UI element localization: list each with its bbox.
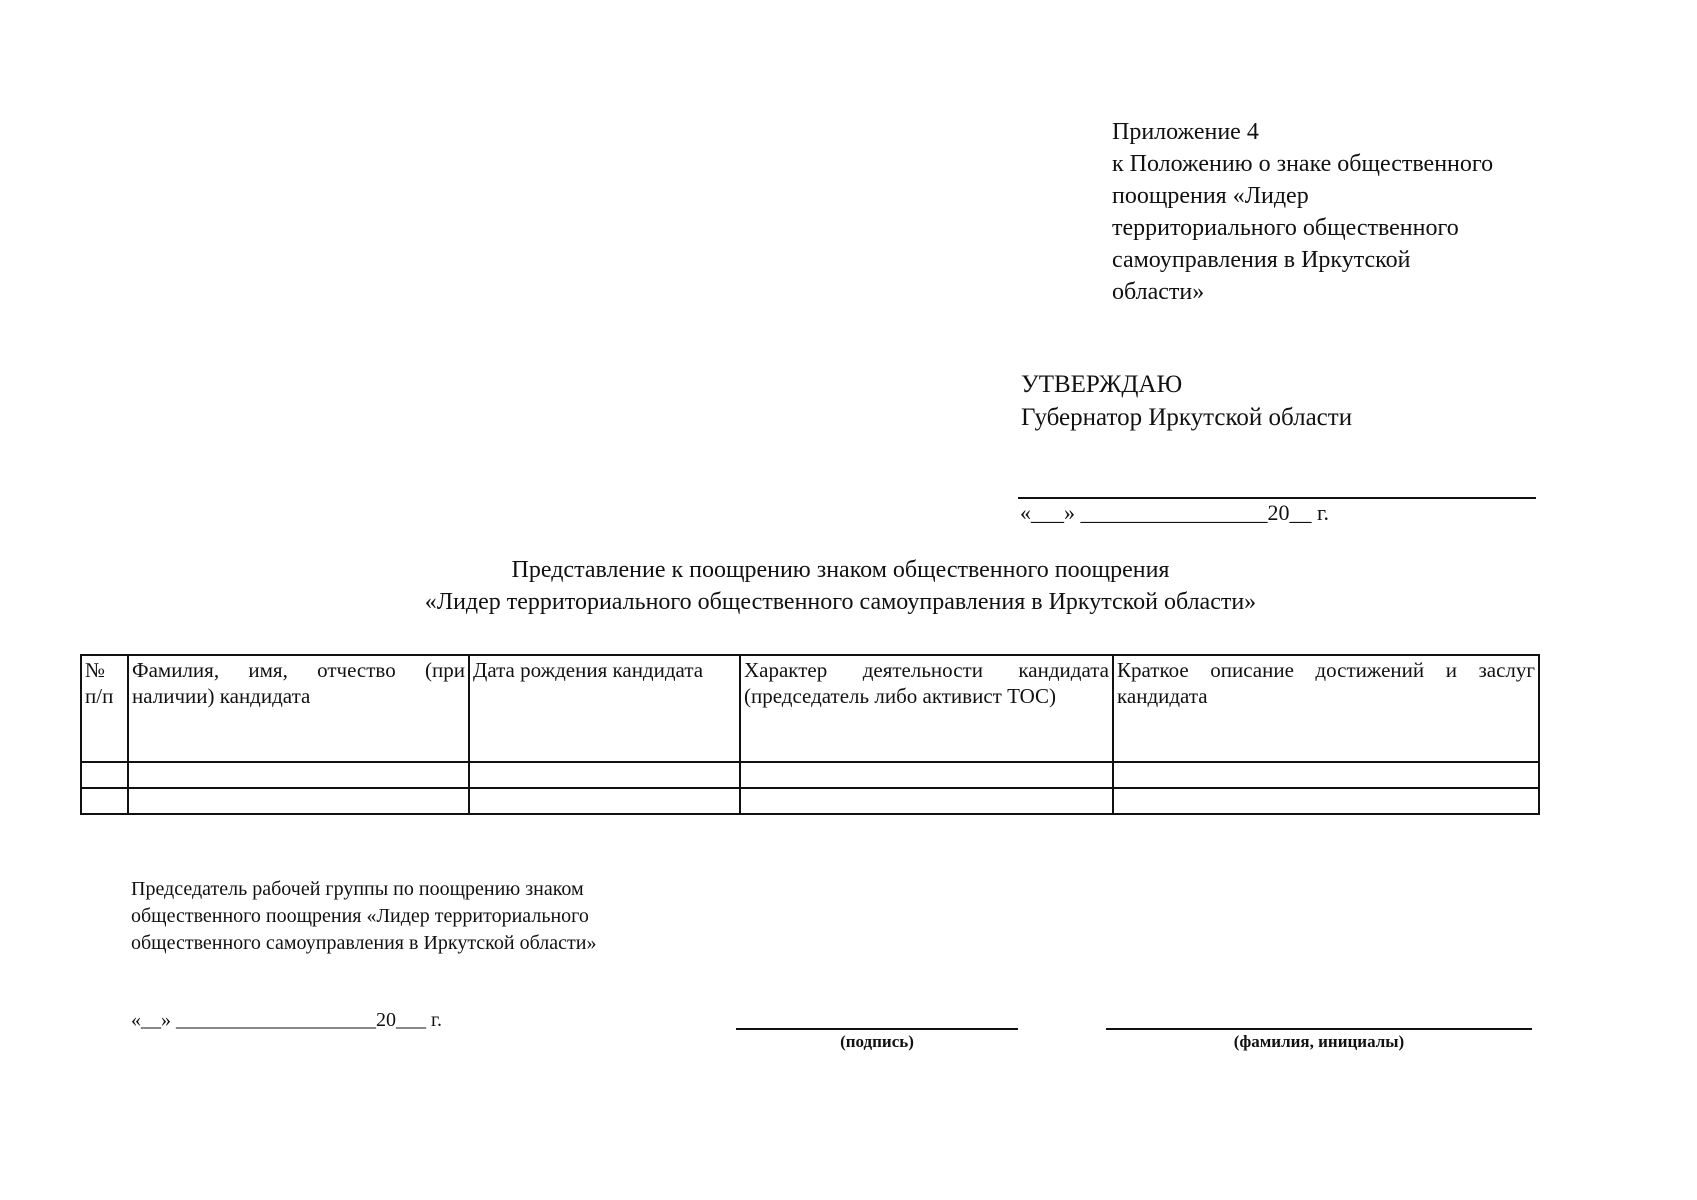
table-cell xyxy=(740,762,1113,788)
table-cell xyxy=(128,788,469,814)
name-label: (фамилия, инициалы) xyxy=(1233,1032,1405,1051)
table-cell xyxy=(740,788,1113,814)
appendix-line: к Положению о знаке общественного xyxy=(1112,151,1494,177)
candidates-table xyxy=(80,654,1540,815)
table-cell xyxy=(128,762,469,788)
chairman-line: общественного поощрения «Лидер территориального xyxy=(131,905,589,927)
table-row xyxy=(81,788,1539,814)
appendix-line: Приложение 4 xyxy=(1112,119,1259,145)
table-cell xyxy=(469,762,740,788)
chairman-block xyxy=(131,876,596,957)
table-cell xyxy=(1113,788,1539,814)
approval-heading: УТВЕРЖДАЮ xyxy=(1021,371,1183,398)
title-line-2: «Лидер территориального общественного самоуправления в Иркутской области» xyxy=(424,589,1257,615)
table-header-row xyxy=(81,655,1539,762)
header-activity: Характер деятельности кандидата (председатель либо активист ТОС) xyxy=(740,655,1113,762)
appendix-line: поощрения «Лидер xyxy=(1112,183,1309,209)
chairman-line: общественного самоуправления в Иркутской области» xyxy=(131,932,597,954)
approval-position: Губернатор Иркутской области xyxy=(1021,404,1353,431)
appendix-line: территориального общественного xyxy=(1112,215,1459,241)
header-full-name: Фамилия, имя, отчество (при наличии) кандидата xyxy=(128,655,469,762)
document-title xyxy=(0,554,1697,618)
table-cell xyxy=(1113,762,1539,788)
approval-block xyxy=(1021,368,1352,434)
chairman-line: Председатель рабочей группы по поощрению знаком xyxy=(131,878,584,900)
header-number: № п/п xyxy=(81,655,128,762)
table-cell xyxy=(81,762,128,788)
table-cell xyxy=(469,788,740,814)
signature-label: (подпись) xyxy=(840,1032,914,1051)
signature-line xyxy=(736,1028,1018,1030)
chairman-date-line: «__» ____________________20___ г. xyxy=(131,1009,442,1031)
title-line-1: Представление к поощрению знаком общественного поощрения xyxy=(511,557,1170,583)
table-cell xyxy=(81,788,128,814)
name-line xyxy=(1106,1028,1532,1030)
appendix-line: области» xyxy=(1112,279,1205,305)
approval-date-line: «___» _________________20__ г. xyxy=(1020,500,1330,525)
header-birth-date: Дата рождения кандидата xyxy=(469,655,740,762)
appendix-line: самоуправления в Иркутской xyxy=(1112,247,1411,273)
appendix-block xyxy=(1112,116,1552,308)
table-row xyxy=(81,762,1539,788)
header-achievements: Краткое описание достижений и заслуг кандидата xyxy=(1113,655,1539,762)
